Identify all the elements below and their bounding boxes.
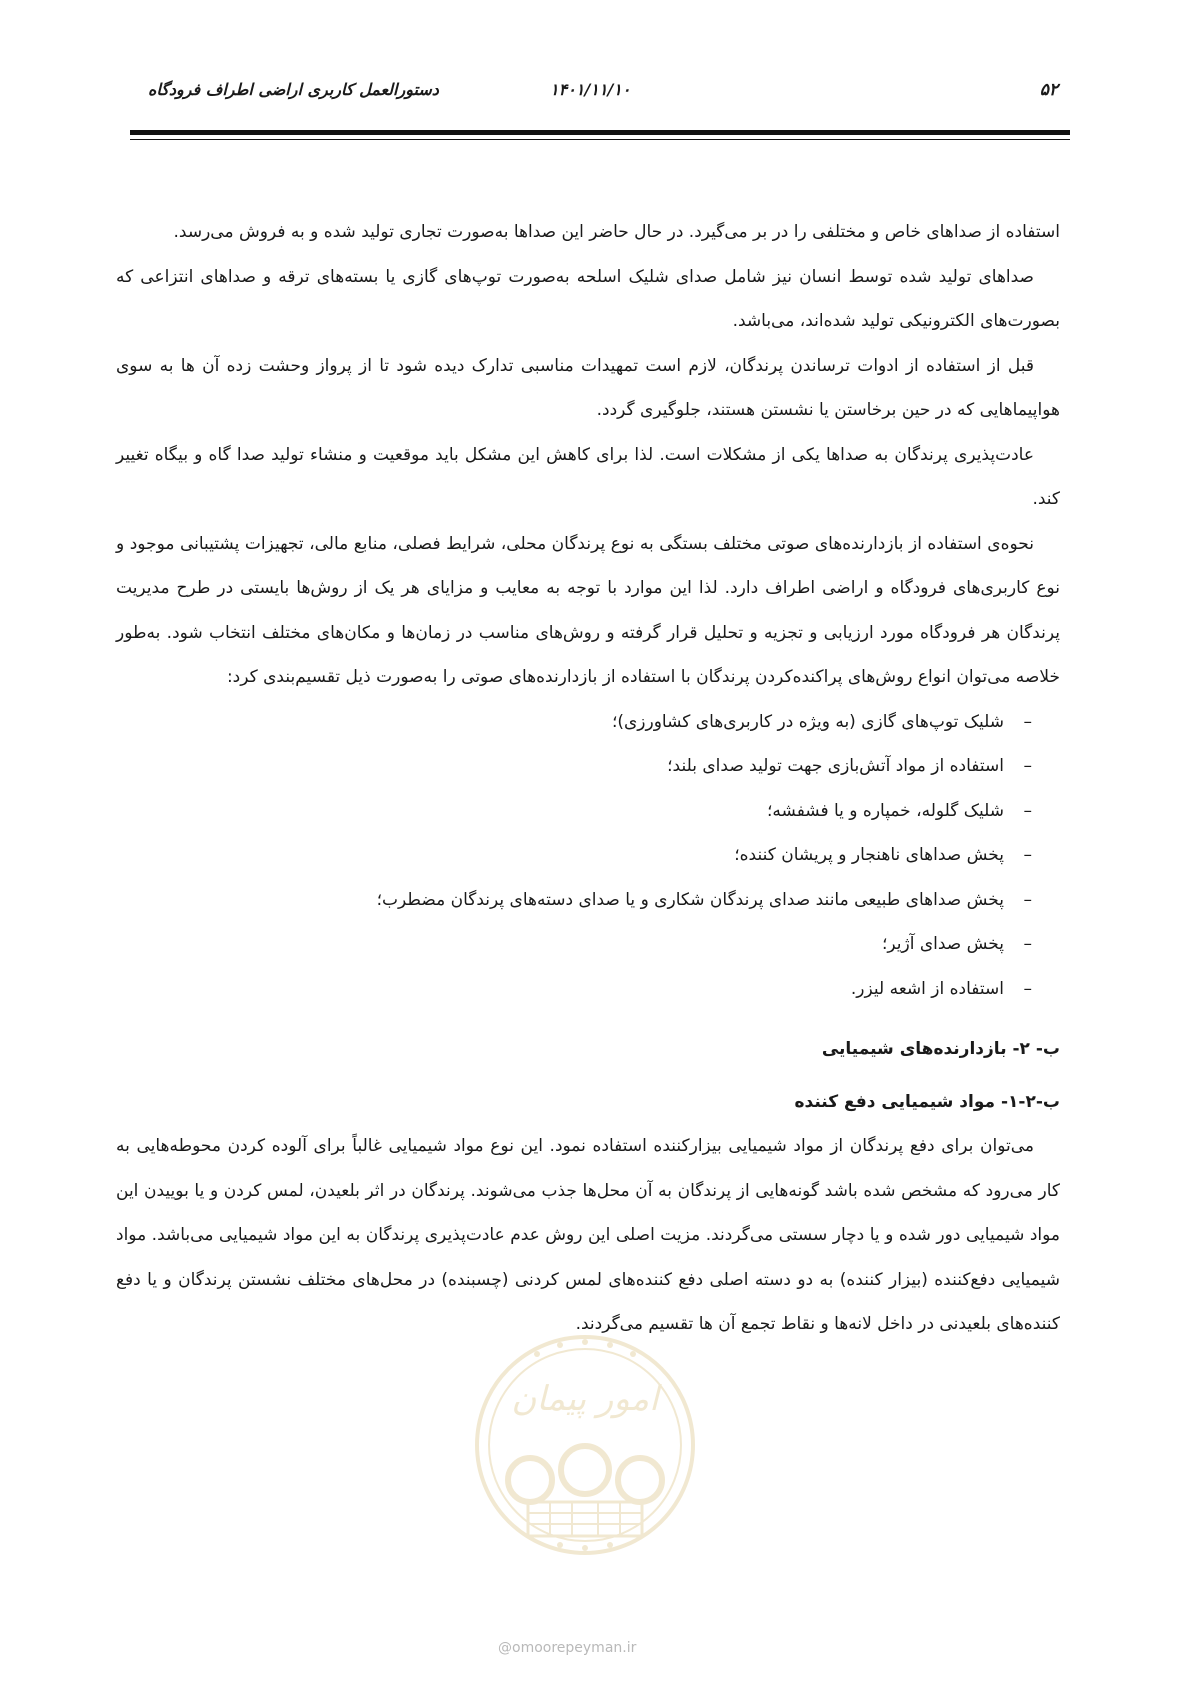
bullet-dash: – xyxy=(1023,845,1032,865)
watermark-url: @omoorepeyman.ir xyxy=(498,1640,637,1656)
paragraph-chemical-repellents: می‌توان برای دفع پرندگان از مواد شیمیایی بیزارکننده استفاده نمود. این نوع مواد شیمیایی غالباً برای آلوده کردن محوطه‌هایی به کار می‌رود که مشخص شده باشد گونه‌هایی از پرندگان به آن محل‌ها جذب می‌شوند. پرندگان در اثر بلعیدن، لمس کردن و یا بوییدن این مواد شیمیایی دور شده و یا دچار سستی می‌گردند. مزیت اصلی این روش عدم عادت‌پذیری پرندگان به این مواد شیمیایی می‌باشد. مواد شیمیایی دفع‌کننده (بیزار کننده) به دو دسته اصلی دفع کننده‌های لمس کردنی (چسبنده) در محل‌های مختلف نشستن پرندگان و یا دفع کننده‌های بلعیدنی در داخل لانه‌ها و نقاط تجمع آن ها تقسیم می‌گردند. xyxy=(116,1136,1060,1334)
page-header xyxy=(130,72,1070,112)
list-item xyxy=(116,789,1032,834)
header-rule-thick xyxy=(130,130,1070,135)
header-rule-thin xyxy=(130,139,1070,140)
list-item-text: شلیک گلوله، خمپاره و یا فشفشه؛ xyxy=(767,800,1004,821)
bullet-dash: – xyxy=(1023,889,1032,910)
list-item-text: شلیک توپ‌های گازی (به ویژه در کاربری‌های کشاورزی)؛ xyxy=(611,711,1004,732)
paragraph-human-sounds: صداهای تولید شده توسط انسان نیز شامل صدای شلیک اسلحه به‌صورت توپ‌های گازی یا بسته‌های ترقه و صداهای انتزاعی که بصورت‌های الکترونیکی تولید شده‌اند، می‌باشد. xyxy=(116,266,1060,331)
section-heading: ب- ۲- بازدارنده‌های شیمیایی xyxy=(821,1039,1060,1059)
subsection-heading: ب-۲-۱- مواد شیمیایی دفع کننده xyxy=(794,1091,1060,1112)
seal-text: امور پیمان xyxy=(511,1379,659,1419)
paragraph-methods: نحوه‌ی استفاده از بازدارنده‌های صوتی مختلف بستگی به نوع پرندگان محلی، شرایط فصلی، منابع مالی، تجهیزات پشتیبانی موجود و نوع کاربری‌های فرودگاه و اراضی اطراف دارد. لذا این موارد با توجه به معایب و مزایای هر یک از روش‌ها بایستی در طرح مدیریت پرندگان هر فرودگاه مورد ارزیابی و تجزیه و تحلیل قرار گرفته و روش‌های مناسب در زمان‌ها و مکان‌های مختلف انتخاب شود. به‌طور خلاصه می‌توان انواع روش‌های پراکنده‌کردن پرندگان با استفاده از بازدارنده‌های صوتی را به‌صورت ذیل تقسیم‌بندی کرد: xyxy=(116,533,1060,687)
paragraph-continuation: استفاده از صداهای خاص و مختلفی را در بر می‌گیرد. در حال حاضر این صداها به‌صورت تجاری تولید شده و به فروش می‌رسد. xyxy=(173,222,1060,242)
list-item xyxy=(116,878,1032,923)
bullet-dash: – xyxy=(1023,756,1032,776)
list-item xyxy=(116,967,1032,1012)
bullet-dash: – xyxy=(1023,934,1032,954)
header-date: ۱۴۰۱/۱۱/۱۰ xyxy=(550,80,631,99)
paragraph-precautions: قبل از استفاده از ادوات ترساندن پرندگان، لازم است تمهیدات مناسبی تدارک دیده شود تا از پرواز وحشت زده آن ها به سوی هواپیماهایی که در حین برخاستن یا نشستن هستند، جلوگیری گردد. xyxy=(116,355,1060,420)
bullet-dash: – xyxy=(1023,978,1032,999)
list-item-text: پخش صداهای طبیعی مانند صدای پرندگان شکاری و یا صدای دسته‌های پرندگان مضطرب؛ xyxy=(376,889,1004,910)
list-item-text: پخش صدای آژیر؛ xyxy=(881,934,1004,954)
page-body xyxy=(116,210,1060,1347)
list-item xyxy=(116,700,1032,745)
document-title: دستورالعمل کاربری اراضی اطراف فرودگاه xyxy=(148,80,439,99)
list-item-text: پخش صداهای ناهنجار و پریشان کننده؛ xyxy=(734,845,1004,865)
list-item xyxy=(116,744,1032,789)
list-item xyxy=(116,833,1032,878)
bullet-dash: – xyxy=(1023,711,1032,732)
watermark-seal xyxy=(470,1330,700,1560)
list-item xyxy=(116,922,1032,967)
deterrent-list xyxy=(116,700,1060,1012)
paragraph-habituation: عادت‌پذیری پرندگان به صداها یکی از مشکلات است. لذا برای کاهش این مشکل باید موقعیت و منشاء تولید صدا گاه و بیگاه تغییر کند. xyxy=(116,444,1060,509)
list-item-text: استفاده از اشعه لیزر. xyxy=(850,978,1004,999)
page-number: ۵۲ xyxy=(1039,80,1058,100)
bullet-dash: – xyxy=(1023,800,1032,821)
list-item-text: استفاده از مواد آتش‌بازی جهت تولید صدای بلند؛ xyxy=(667,756,1004,776)
